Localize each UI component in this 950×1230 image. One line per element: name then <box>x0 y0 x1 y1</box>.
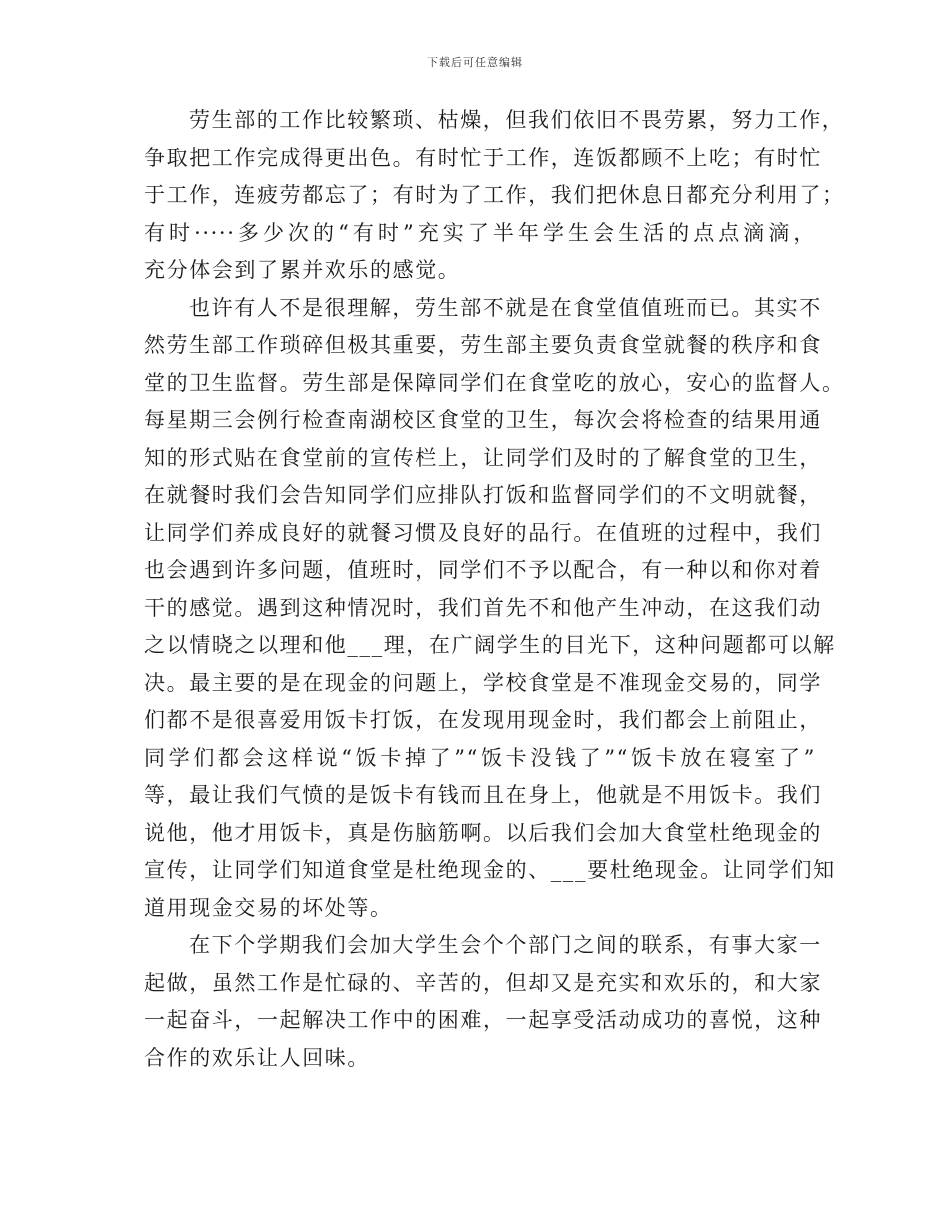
text-line: 也许有人不是很理解，劳生部不就是在食堂值值班而已。其实不 <box>189 295 822 320</box>
text-line: 让同学们养成良好的就餐习惯及良好的品行。在值班的过程中，我们 <box>144 520 822 545</box>
paragraph <box>144 102 845 290</box>
paragraph <box>144 290 845 928</box>
text-line: 堂的卫生监督。劳生部是保障同学们在食堂吃的放心，安心的监督人。 <box>144 370 845 395</box>
document-body <box>144 102 845 1077</box>
page-header: 下载后可任意编辑 <box>427 56 523 69</box>
text-line: 决。最主要的是在现金的问题上，学校食堂是不准现金交易的，同学 <box>144 670 822 695</box>
text-line: 一起奋斗，一起解决工作中的困难，一起享受活动成功的喜悦，这种 <box>144 1008 822 1032</box>
text-line: 们都不是很喜爱用饭卡打饭，在发现用现金时，我们都会上前阻止， <box>144 708 822 732</box>
text-line: 在下个学期我们会加大学生会个个部门之间的联系，有事大家一 <box>189 933 822 957</box>
text-line: 争取把工作完成得更出色。有时忙于工作，连饭都顾不上吃；有时忙 <box>144 145 822 170</box>
text-line: 有时·····多少次的“有时”充实了半年学生会生活的点点滴滴， <box>144 220 816 245</box>
text-line: 干的感觉。遇到这种情况时，我们首先不和他产生冲动，在这我们动 <box>144 595 822 620</box>
text-line: 宣传，让同学们知道食堂是杜绝现金的、___要杜绝现金。让同学们知 <box>144 858 836 882</box>
text-line: 起做，虽然工作是忙碌的、辛苦的，但却又是充实和欢乐的，和大家 <box>144 970 822 995</box>
text-line: 每星期三会例行检查南湖校区食堂的卫生，每次会将检查的结果用通 <box>144 408 822 432</box>
text-line: 道用现金交易的坏处等。 <box>144 895 393 920</box>
text-line: 劳生部的工作比较繁琐、枯燥，但我们依旧不畏劳累，努力工作， <box>189 108 845 132</box>
text-line: 充分体会到了累并欢乐的感觉。 <box>144 258 461 282</box>
text-line: 于工作，连疲劳都忘了；有时为了工作，我们把休息日都充分利用了； <box>144 183 845 207</box>
text-line: 合作的欢乐让人回味。 <box>144 1045 370 1070</box>
text-line: 之以情晓之以理和他___理，在广阔学生的目光下，这种问题都可以解 <box>144 633 836 657</box>
text-line: 说他，他才用饭卡，真是伤脑筋啊。以后我们会加大食堂杜绝现金的 <box>144 820 822 845</box>
text-line: 知的形式贴在食堂前的宣传栏上，让同学们及时的了解食堂的卫生， <box>144 445 822 470</box>
text-line: 等，最让我们气愤的是饭卡有钱而且在身上，他就是不用饭卡。我们 <box>144 783 822 807</box>
text-line: 然劳生部工作琐碎但极其重要，劳生部主要负责食堂就餐的秩序和食 <box>144 333 822 357</box>
text-line: 同学们都会这样说“饭卡掉了”“饭卡没钱了”“饭卡放在寝室了” <box>144 745 816 770</box>
text-line: 在就餐时我们会告知同学们应排队打饭和监督同学们的不文明就餐， <box>144 483 822 507</box>
paragraph <box>144 927 822 1077</box>
text-line: 也会遇到许多问题，值班时，同学们不予以配合，有一种以和你对着 <box>144 558 822 582</box>
